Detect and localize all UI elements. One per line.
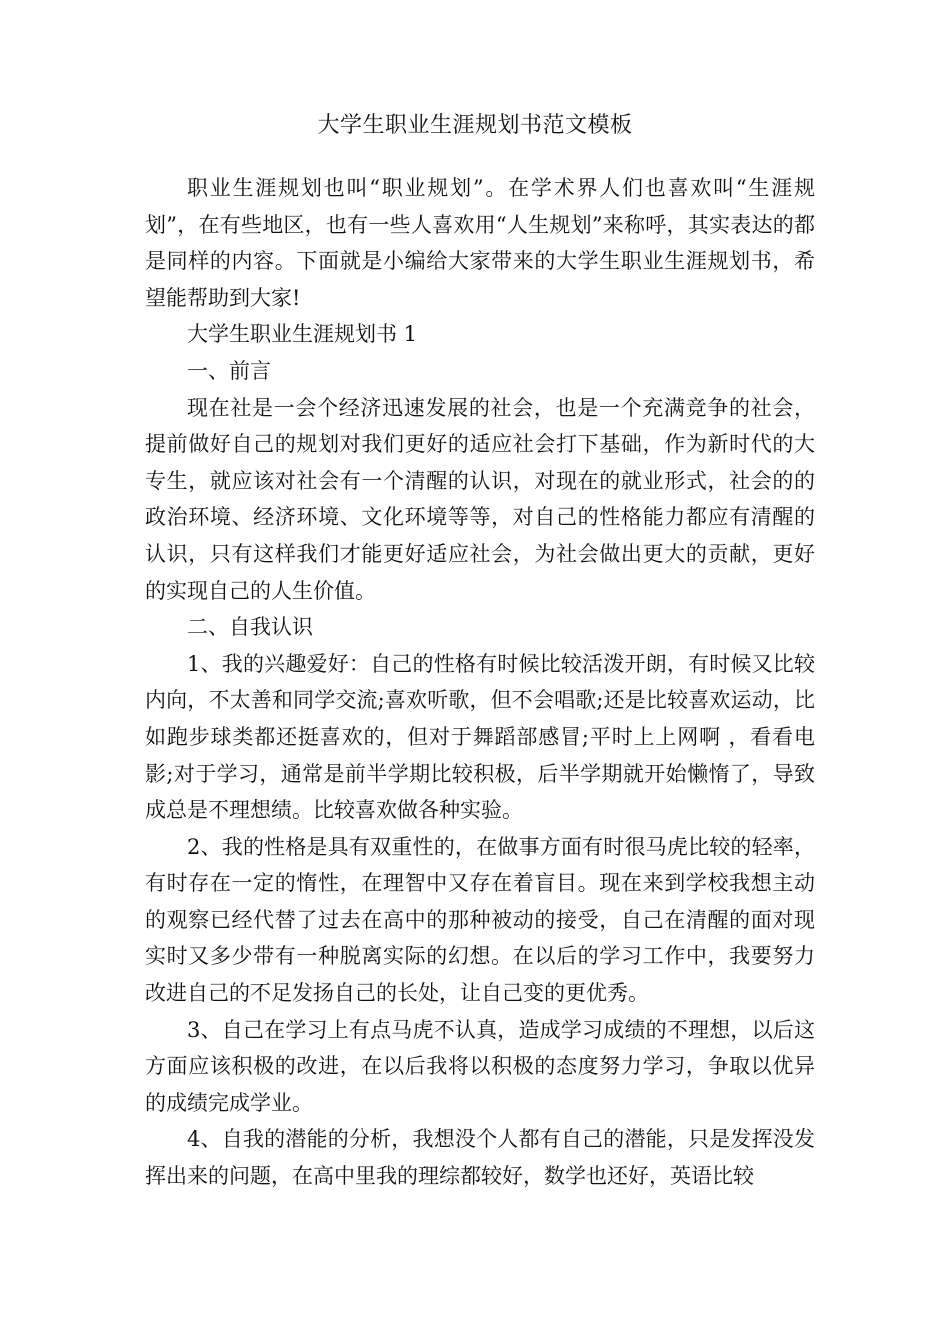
potential-paragraph: 4、自我的潜能的分析，我想没个人都有自己的潜能，只是发挥没发挥出来的问题，在高中里我的理综都较好，数学也还好，英语比较 — [145, 1127, 815, 1189]
study-paragraph: 3、自己在学习上有点马虎不认真，造成学习成绩的不理想，以后这方面应该积极的改进，在以后我将以积极的态度努力学习，争取以优异的成绩完成学业。 — [145, 1017, 815, 1115]
preface-paragraph: 现在社是一会个经济迅速发展的社会，也是一个充满竞争的社会，提前做好自己的规划对我们更好的适应社会打下基础，作为新时代的大专生，就应该对社会有一个清醒的认识，对现在的就业形式，社会的的政治环境、经济环境、文化环境等等，对自己的性格能力都应有清醒的认识，只有这样我们才能更好适应社会，为社会做出更大的贡献，更好的实现自己的人生价值。 — [145, 395, 815, 603]
document-title: 大学生职业生涯规划书范文模板 — [317, 113, 633, 138]
section-heading-preface: 一、前言 — [187, 358, 271, 383]
intro-paragraph: 职业生涯规划也叫“职业规划”。在学术界人们也喜欢叫“生涯规划”，在有些地区，也有一些人喜欢用“人生规划”来称呼，其实表达的都是同样的内容。下面就是小编给大家带来的大学生职业生涯规划书，希望能帮助到大家! — [145, 176, 815, 310]
interest-paragraph: 1、我的兴趣爱好：自己的性格有时候比较活泼开朗，有时候又比较内向，不太善和同学交流;喜欢听歌，但不会唱歌;还是比较喜欢运动，比如跑步球类都还挺喜欢的，但对于舞蹈部感冒;平时上上网啊 ，看看电影;对于学习，通常是前半学期比较积极，后半学期就开始懒惰了，导致成总是不理想绩。比较喜欢做各种实验。 — [145, 651, 815, 823]
section-heading-self-knowledge: 二、自我认识 — [187, 615, 313, 640]
personality-paragraph: 2、我的性格是具有双重性的，在做事方面有时很马虎比较的轻率，有时存在一定的惰性，在理智中又存在着盲目。现在来到学校我想主动的观察已经代替了过去在高中的那种被动的接受，自己在清醒的面对现实时又多少带有一种脱离实际的幻想。在以后的学习工作中，我要努力改进自己的不足发扬自己的长处，让自己变的更优秀。 — [145, 834, 815, 1006]
section-heading-plan-1: 大学生职业生涯规划书 1 — [187, 322, 418, 347]
document-body — [145, 170, 815, 1195]
